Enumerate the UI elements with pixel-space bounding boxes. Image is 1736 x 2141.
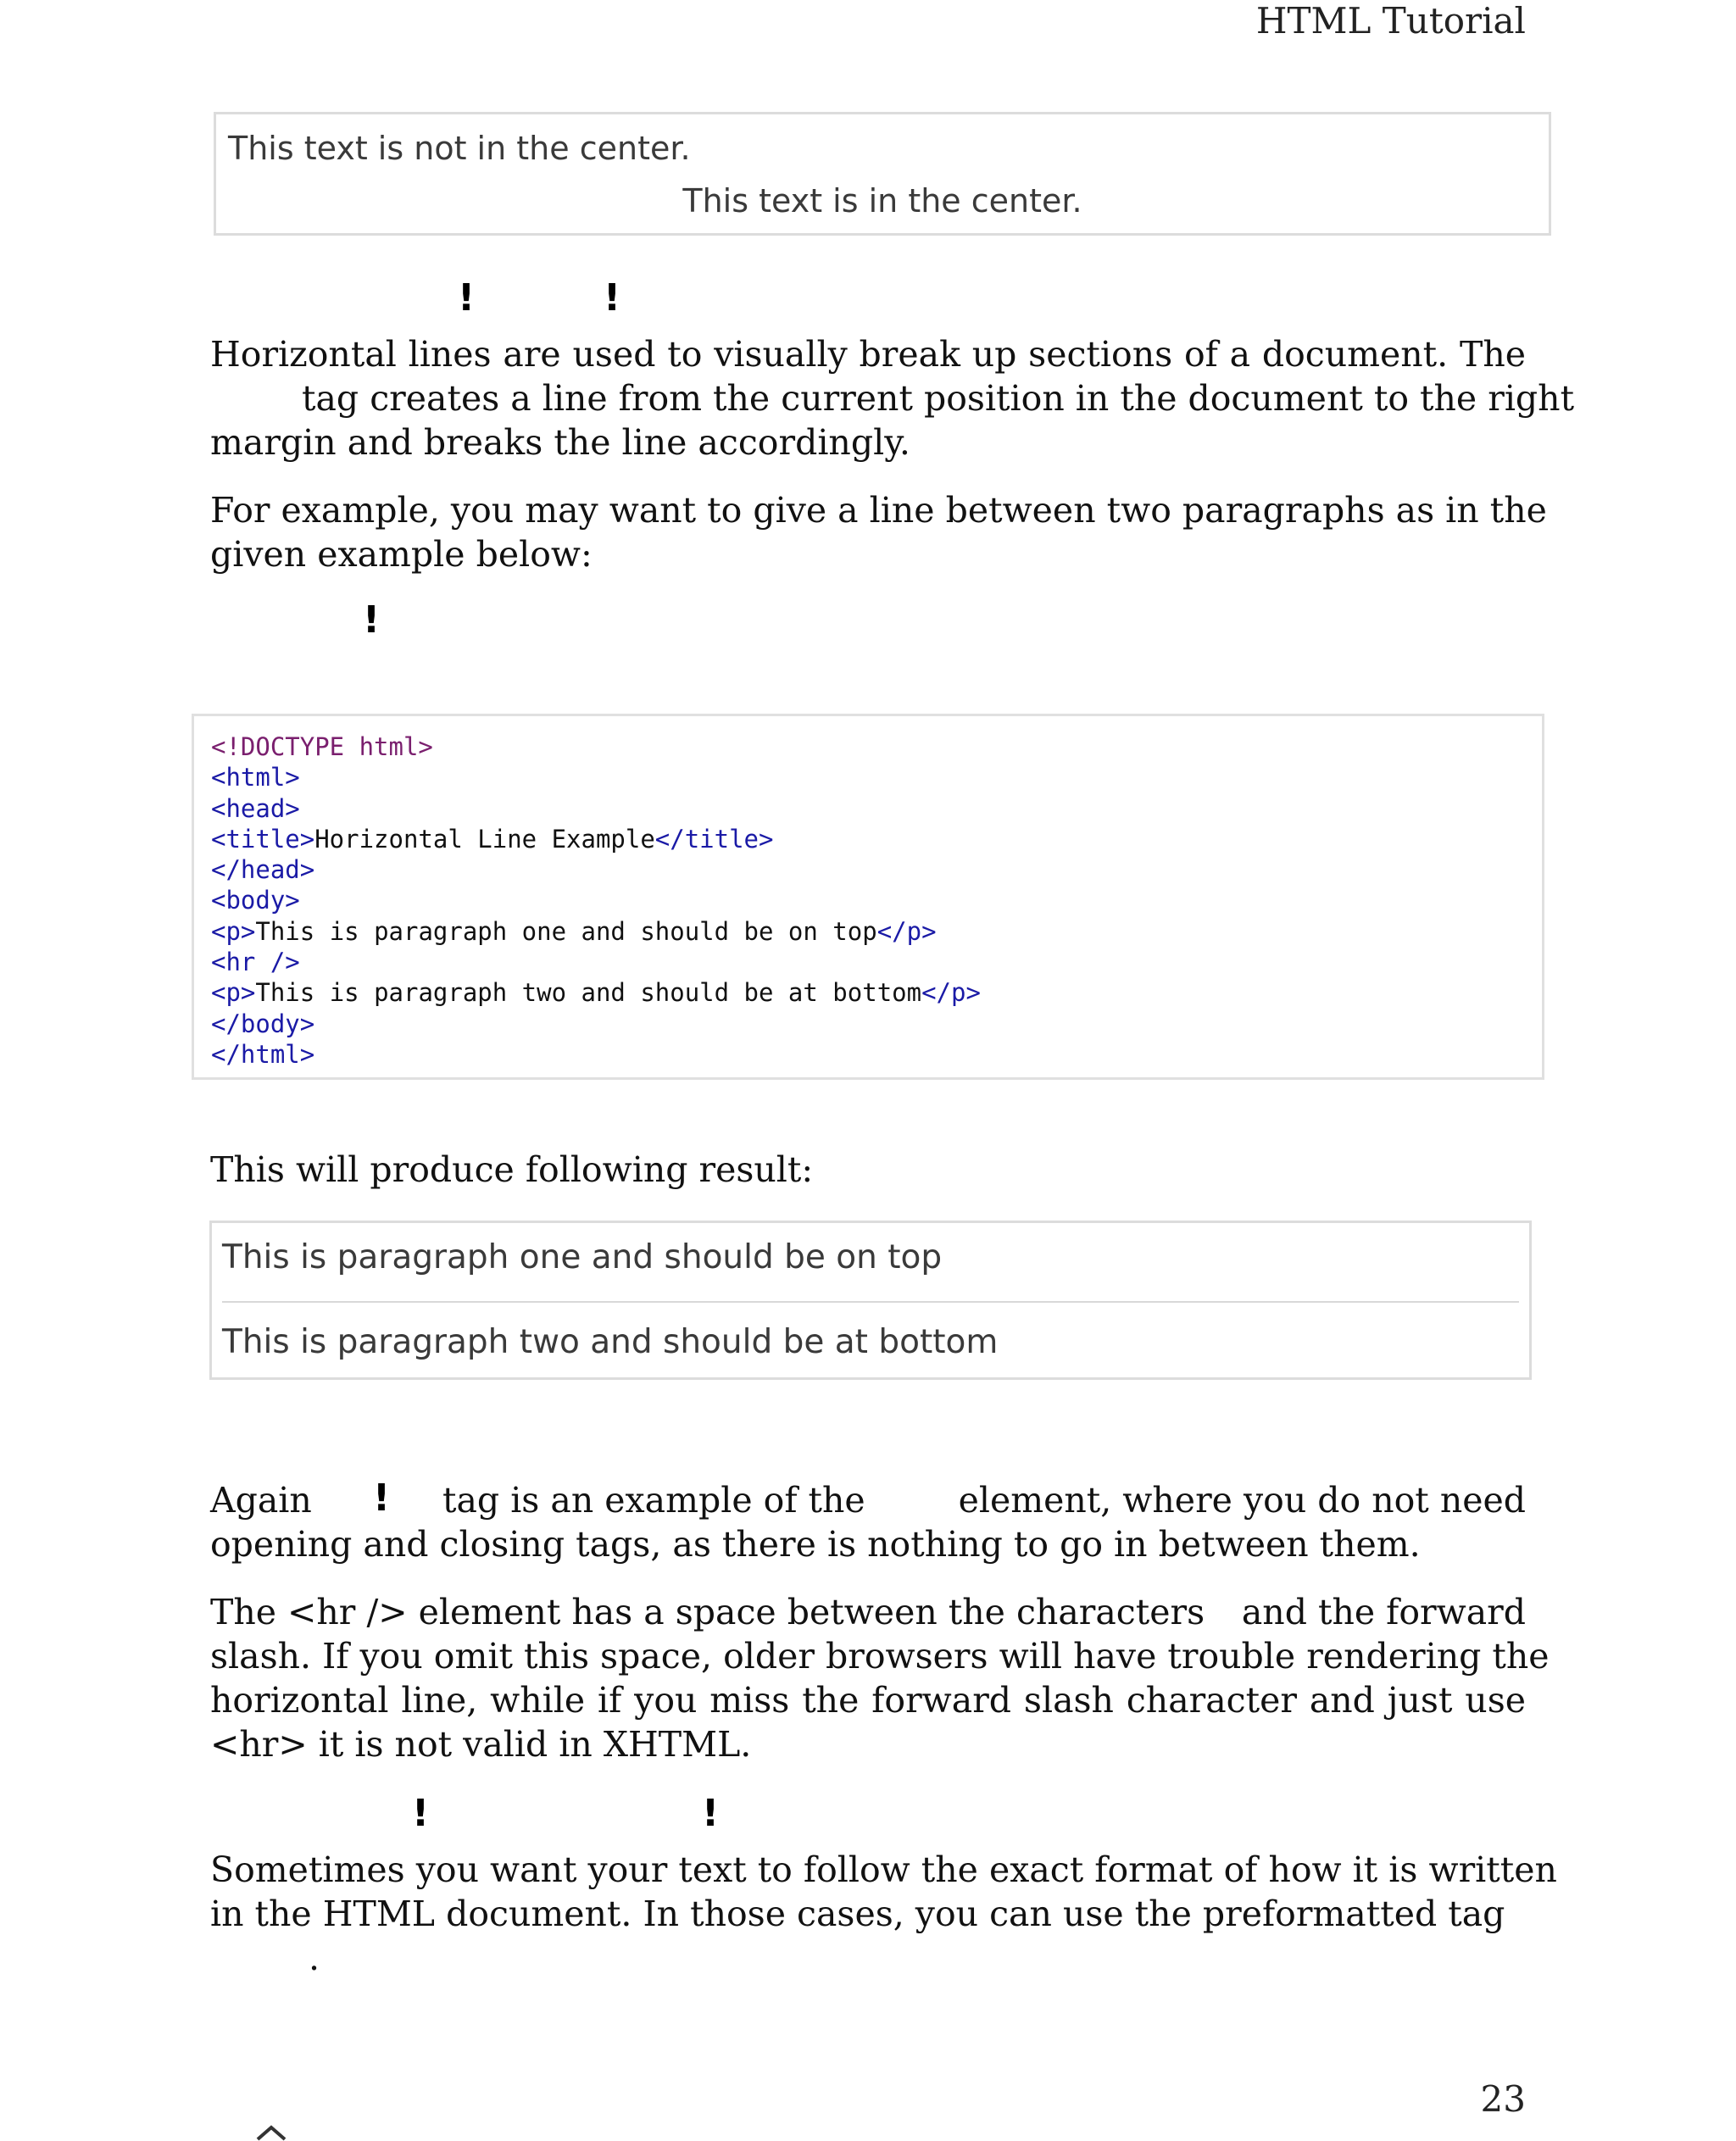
preformatted-paragraph: Sometimes you want your text to follow the exact format of how it is written in the HTML document. In those cases, you can use the preformatted tag . bbox=[210, 1849, 1557, 1978]
result-paragraph-two: This is paragraph two and should be at bottom bbox=[222, 1323, 999, 1361]
empty-element-paragraph: Again ! tag is an example of the element, where you do not need opening and closing tags, as there is nothing to go in between them. bbox=[210, 1476, 1526, 1565]
heading-glyph: ! bbox=[412, 1792, 430, 1835]
hr-result-output bbox=[209, 1221, 1532, 1380]
example-intro-paragraph: For example, you may want to give a line between two paragraphs as in the given example below: bbox=[210, 490, 1547, 575]
heading-glyph: ! bbox=[702, 1792, 720, 1835]
heading-glyph: ! bbox=[458, 276, 476, 320]
running-header: HTML Tutorial bbox=[1255, 0, 1526, 42]
hr-intro-paragraph: Horizontal lines are used to visually break up sections of a document. The tag creates a line from the current position in the document to the right margin and breaks the line accordingly. bbox=[210, 334, 1575, 463]
result-paragraph-one: This is paragraph one and should be on top bbox=[222, 1238, 943, 1276]
caret-up-icon bbox=[254, 2124, 288, 2141]
code-example: <!DOCTYPE html> <html> <head> <title>Horizontal Line Example</title> </head> <body> <p>This is paragraph one and should be on top</p> <hr /> <p>This is paragraph two and should be at bottom</p> </body> </html> bbox=[192, 714, 1544, 1080]
hr-space-paragraph: The <hr /> element has a space between the characters and the forward slash. If you omit this space, older browsers will have trouble rendering the horizontal line, while if you miss the forward slash character and just use <hr> it is not valid in XHTML. bbox=[210, 1592, 1550, 1765]
result-intro: This will produce following result: bbox=[210, 1149, 814, 1190]
heading-glyph: ! bbox=[604, 276, 621, 320]
not-centered-text: This text is not in the center. bbox=[228, 130, 691, 167]
center-demo-output bbox=[214, 112, 1551, 236]
horizontal-rule bbox=[222, 1301, 1519, 1303]
centered-text: This text is in the center. bbox=[682, 182, 1082, 220]
page-number: 23 bbox=[1480, 2078, 1526, 2120]
example-label-glyph: ! bbox=[363, 598, 381, 642]
